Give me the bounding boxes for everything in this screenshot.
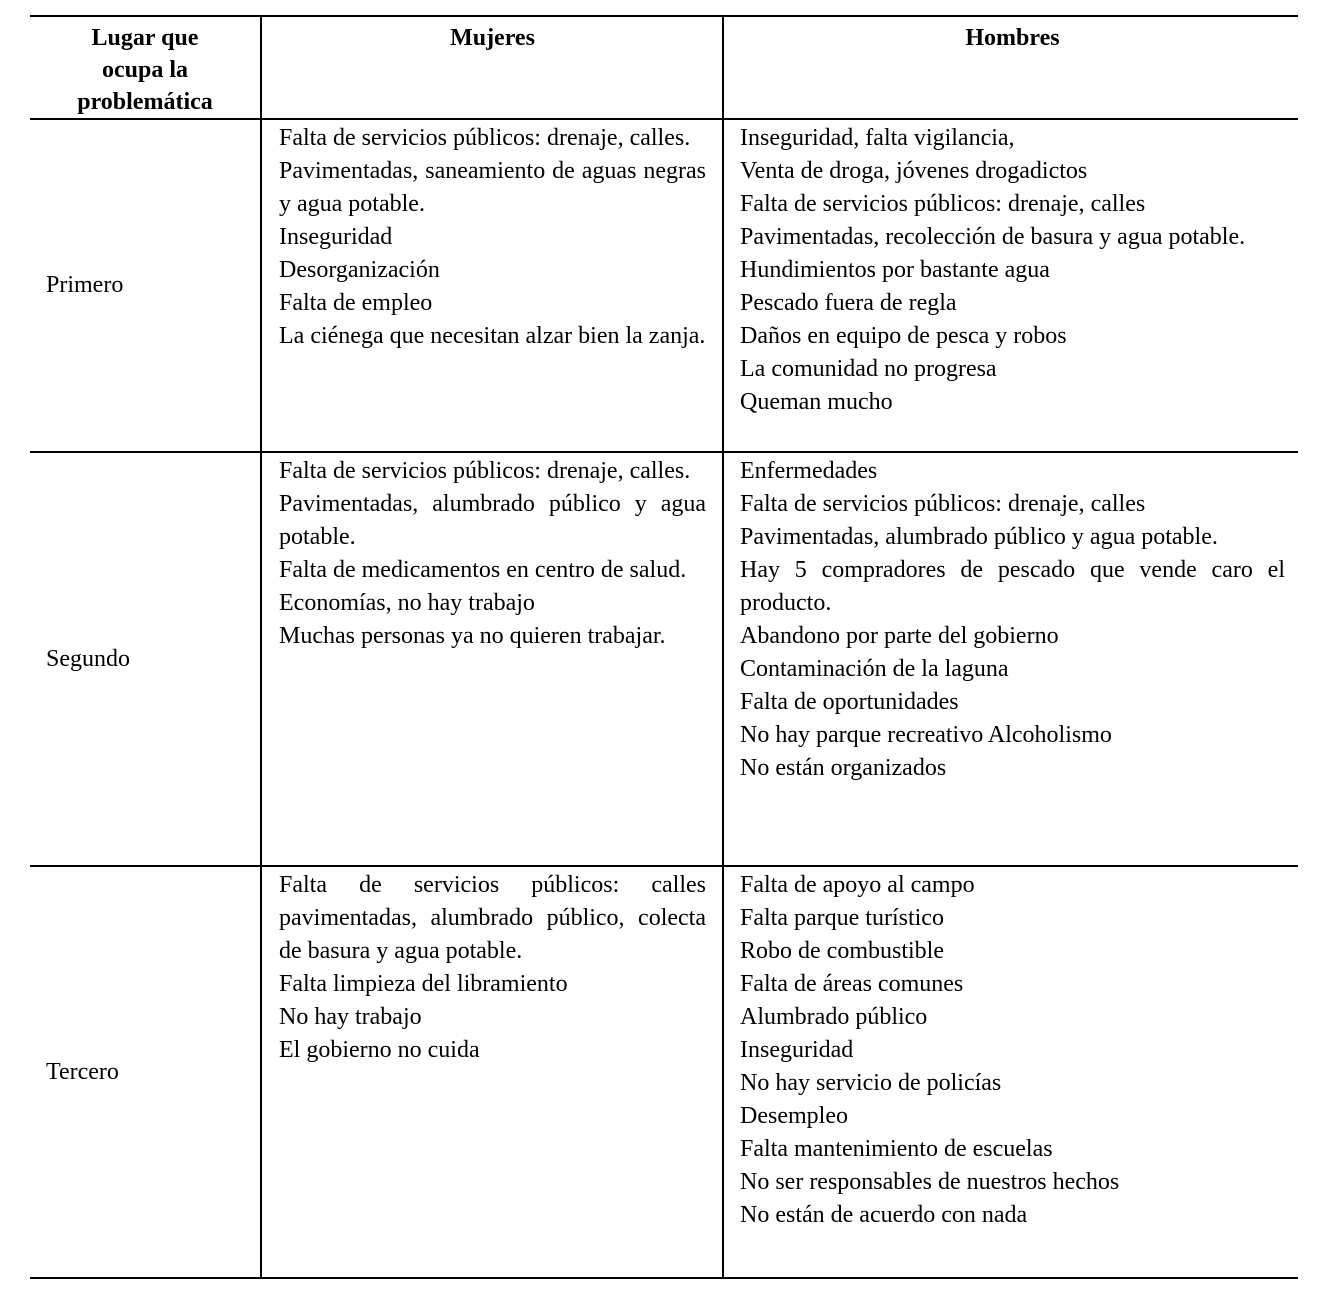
- list-item: No hay parque recreativo Alcoholismo: [740, 722, 1112, 748]
- list-item: Alumbrado público: [740, 1004, 928, 1030]
- header-rank-line: problemática: [77, 89, 213, 115]
- list-item: Falta de servicios públicos: drenaje, calles: [740, 191, 1146, 217]
- rank-cell: [30, 867, 262, 1277]
- header-rank-line: ocupa la: [101, 57, 188, 83]
- women-cell: [262, 867, 724, 1277]
- rank-label: Tercero: [46, 1058, 119, 1085]
- list-item: Desorganización: [279, 257, 440, 283]
- list-item: No están organizados: [740, 755, 947, 781]
- rank-cell: [30, 120, 262, 451]
- list-item: No hay trabajo: [279, 1004, 422, 1030]
- list-item: Hundimientos por bastante agua: [740, 257, 1050, 283]
- list-item: Falta parque turístico: [740, 905, 944, 931]
- list-item: Pescado fuera de regla: [740, 290, 957, 316]
- list-item: Falta de apoyo al campo: [740, 872, 975, 898]
- list-item: El gobierno no cuida: [279, 1037, 480, 1063]
- list-item: Falta de medicamentos en centro de salud.: [279, 557, 687, 583]
- header-rank: [30, 17, 262, 118]
- list-item: Economías, no hay trabajo: [279, 590, 535, 616]
- header-rank-line: Lugar que: [91, 25, 199, 51]
- list-item: Inseguridad: [740, 1037, 854, 1063]
- list-item: Hay 5 compradores de pescado que vende caro el producto.: [740, 557, 1285, 616]
- list-item: Pavimentadas, recolección de basura y agua potable.: [740, 224, 1246, 250]
- list-item: Desempleo: [740, 1103, 848, 1129]
- list-item: Muchas personas ya no quieren trabajar.: [279, 623, 666, 649]
- header-women: Mujeres: [262, 17, 724, 118]
- list-item: Falta de servicios públicos: drenaje, calles.: [279, 125, 691, 151]
- men-cell: [724, 453, 1298, 865]
- list-item: Venta de droga, jóvenes drogadictos: [740, 158, 1088, 184]
- men-cell: [724, 867, 1298, 1277]
- list-item: Falta de servicios públicos: calles pavimentadas, alumbrado público, colecta de basura y agua potable.: [279, 872, 706, 964]
- list-item: No están de acuerdo con nada: [740, 1202, 1028, 1228]
- list-item: Daños en equipo de pesca y robos: [740, 323, 1067, 349]
- rank-label: Segundo: [46, 645, 130, 672]
- list-item: No hay servicio de policías: [740, 1070, 1002, 1096]
- list-item: La comunidad no progresa: [740, 356, 997, 382]
- list-item: Inseguridad, falta vigilancia,: [740, 125, 1015, 151]
- list-item: Falta de oportunidades: [740, 689, 959, 715]
- list-item: Falta mantenimiento de escuelas: [740, 1136, 1053, 1162]
- header-men: Hombres: [965, 25, 1060, 51]
- list-item: Pavimentadas, saneamiento de aguas negras y agua potable.: [279, 158, 706, 217]
- list-item: Falta de servicios públicos: drenaje, calles: [740, 491, 1146, 517]
- list-item: No ser responsables de nuestros hechos: [740, 1169, 1120, 1195]
- problems-table: [30, 15, 1298, 1279]
- list-item: Falta de áreas comunes: [740, 971, 964, 997]
- rank-cell: [30, 453, 262, 865]
- list-item: Pavimentadas, alumbrado público y agua potable.: [740, 524, 1218, 550]
- list-item: La ciénega que necesitan alzar bien la zanja.: [279, 323, 706, 349]
- list-item: Inseguridad: [279, 224, 393, 250]
- list-item: Falta de servicios públicos: drenaje, calles.: [279, 458, 691, 484]
- list-item: Contaminación de la laguna: [740, 656, 1009, 682]
- list-item: Enfermedades: [740, 458, 878, 484]
- rank-label: Primero: [46, 272, 124, 298]
- list-item: Robo de combustible: [740, 938, 944, 964]
- list-item: Falta limpieza del libramiento: [279, 971, 568, 997]
- list-item: Falta de empleo: [279, 290, 433, 316]
- women-cell: [262, 453, 724, 865]
- list-item: Pavimentadas, alumbrado público y agua potable.: [279, 491, 706, 550]
- table-row: [30, 453, 1298, 867]
- women-cell: [262, 120, 724, 451]
- men-cell: [724, 120, 1298, 451]
- list-item: Abandono por parte del gobierno: [740, 623, 1059, 649]
- table-row: [30, 120, 1298, 453]
- table-row: [30, 867, 1298, 1277]
- list-item: Queman mucho: [740, 389, 893, 415]
- table-header-row: [30, 17, 1298, 120]
